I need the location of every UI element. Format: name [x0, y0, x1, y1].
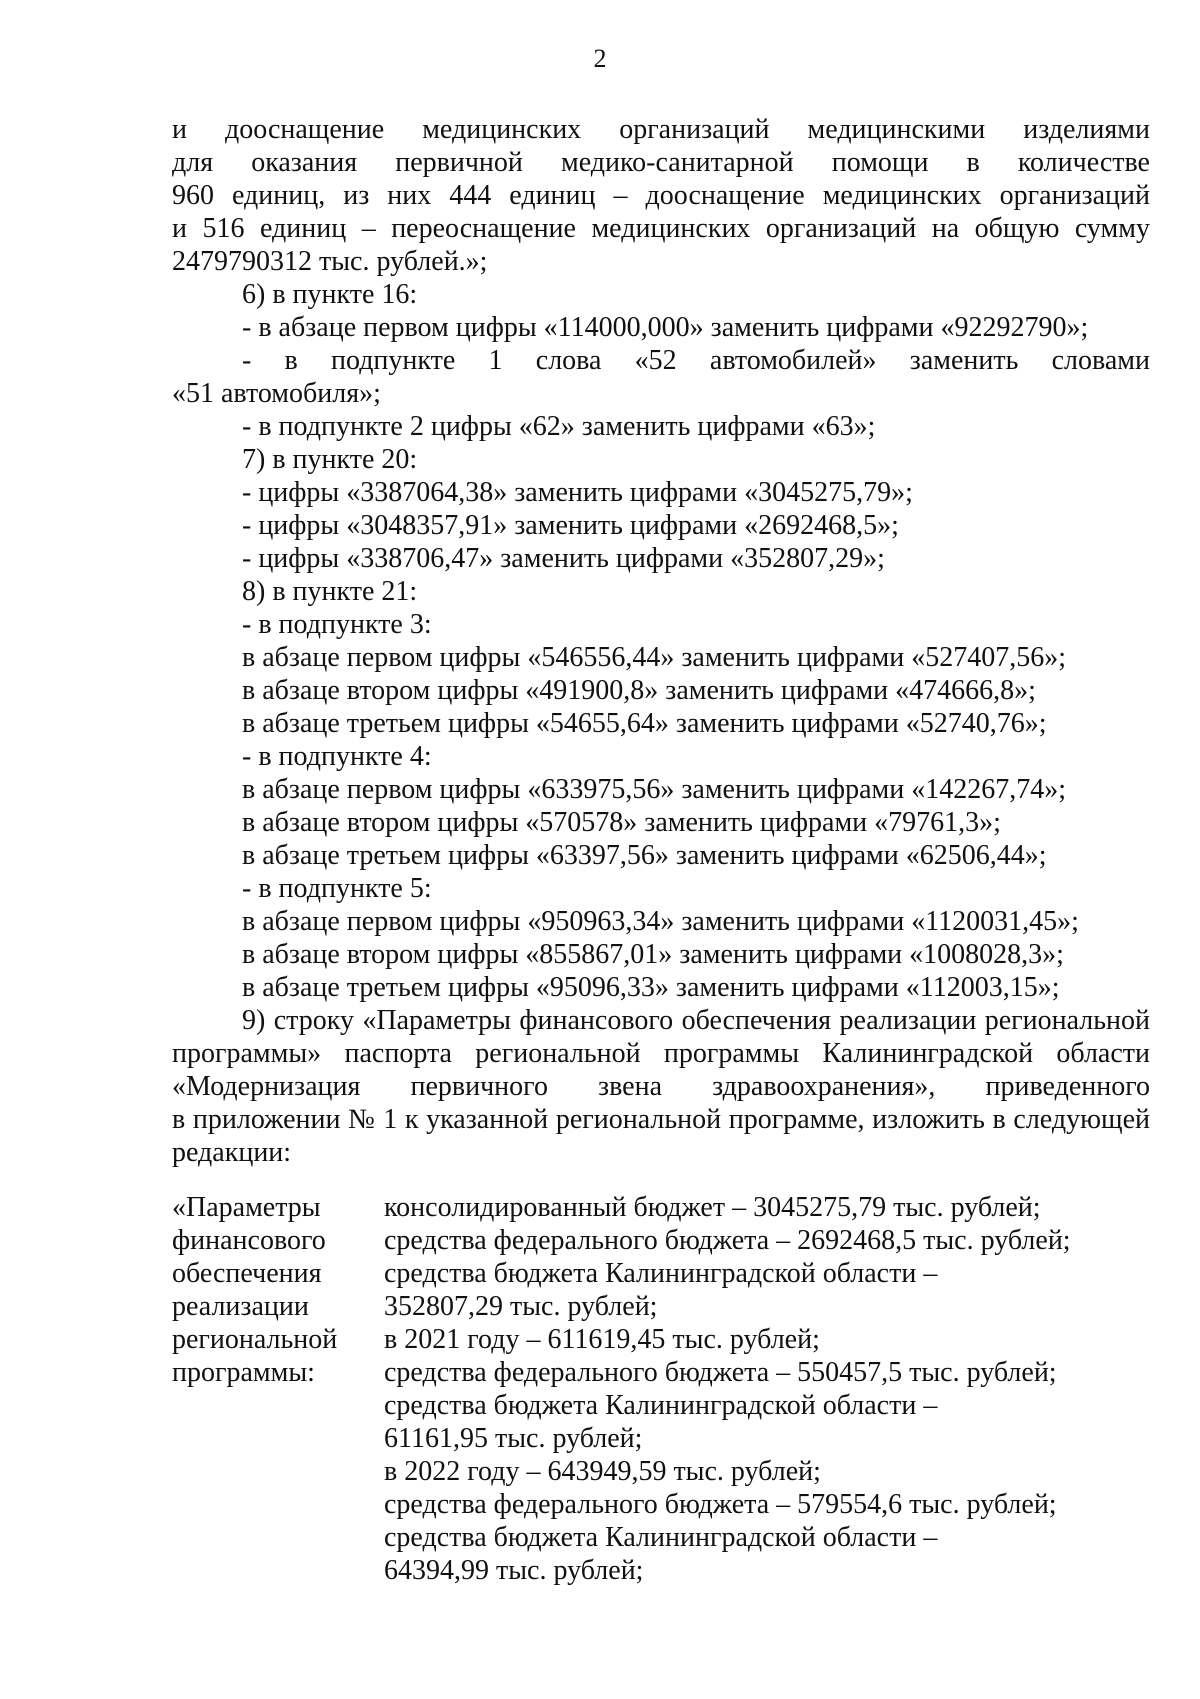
text-line: в абзаце третьем цифры «95096,33» заменить цифрами «112003,15»;	[242, 972, 1060, 1003]
text-line: в абзаце первом цифры «950963,34» заменить цифрами «1120031,45»;	[242, 906, 1079, 937]
value-line: средства федерального бюджета – 2692468,5 тыс. рублей;	[384, 1225, 1071, 1256]
text-line: в приложении № 1 к указанной региональной программе, изложить в следующей	[172, 1104, 1150, 1135]
text-line: и 516 единиц – переоснащение медицинских организаций на общую сумму	[172, 213, 1150, 244]
label-line: финансового	[172, 1225, 326, 1256]
value-line: средства бюджета Калининградской области –	[384, 1390, 938, 1421]
text-line: 9) строку «Параметры финансового обеспечения реализации региональной	[242, 1005, 1150, 1036]
value-line: в 2022 году – 643949,59 тыс. рублей;	[384, 1456, 821, 1487]
amendments-text	[172, 113, 1150, 1169]
text-line: - цифры «338706,47» заменить цифрами «352807,29»;	[242, 543, 885, 574]
label-line: региональной	[172, 1324, 338, 1355]
text-line: в абзаце первом цифры «633975,56» заменить цифрами «142267,74»;	[242, 774, 1066, 805]
page-number: 2	[593, 44, 607, 73]
text-line: и дооснащение медицинских организаций медицинскими изделиями	[172, 114, 1150, 145]
text-line: - в подпункте 4:	[242, 741, 432, 772]
text-line: редакции:	[172, 1137, 292, 1168]
text-line: - в подпункте 1 слова «52 автомобилей» заменить словами	[242, 345, 1150, 376]
text-line: - в подпункте 2 цифры «62» заменить цифрами «63»;	[242, 411, 876, 442]
parameters-label	[172, 1191, 382, 1389]
parameters-values	[384, 1191, 1150, 1587]
text-line: в абзаце втором цифры «570578» заменить цифрами «79761,3»;	[242, 807, 1001, 838]
value-line: в 2021 году – 611619,45 тыс. рублей;	[384, 1324, 820, 1355]
text-line: - в абзаце первом цифры «114000,000» заменить цифрами «92292790»;	[242, 312, 1089, 343]
text-line: программы» паспорта региональной программы Калининградской области	[172, 1038, 1150, 1069]
text-line: - в подпункте 5:	[242, 873, 432, 904]
text-line: 960 единиц, из них 444 единиц – дооснащение медицинских организаций	[172, 180, 1150, 211]
text-line: в абзаце втором цифры «491900,8» заменить цифрами «474666,8»;	[242, 675, 1036, 706]
text-line: 8) в пункте 21:	[242, 576, 418, 607]
text-line: в абзаце первом цифры «546556,44» заменить цифрами «527407,56»;	[242, 642, 1066, 673]
text-line: в абзаце втором цифры «855867,01» заменить цифрами «1008028,3»;	[242, 939, 1064, 970]
text-line: в абзаце третьем цифры «63397,56» заменить цифрами «62506,44»;	[242, 840, 1047, 871]
text-line: для оказания первичной медико-санитарной помощи в количестве	[172, 147, 1150, 178]
text-line: в абзаце третьем цифры «54655,64» заменить цифрами «52740,76»;	[242, 708, 1047, 739]
text-line: 7) в пункте 20:	[242, 444, 418, 475]
label-line: обеспечения	[172, 1258, 322, 1289]
text-line: - цифры «3048357,91» заменить цифрами «2692468,5»;	[242, 510, 899, 541]
value-line: 64394,99 тыс. рублей;	[384, 1555, 644, 1586]
label-line: реализации	[172, 1291, 309, 1322]
text-line: «Модернизация первичного звена здравоохранения», приведенного	[172, 1071, 1150, 1102]
text-line: 2479790312 тыс. рублей.»;	[172, 246, 488, 277]
value-line: средства бюджета Калининградской области –	[384, 1258, 938, 1289]
text-line: - цифры «3387064,38» заменить цифрами «3045275,79»;	[242, 477, 913, 508]
label-line: «Параметры	[172, 1192, 321, 1223]
value-line: средства федерального бюджета – 550457,5 тыс. рублей;	[384, 1357, 1057, 1388]
value-line: средства федерального бюджета – 579554,6 тыс. рублей;	[384, 1489, 1057, 1520]
text-line: - в подпункте 3:	[242, 609, 432, 640]
value-line: консолидированный бюджет – 3045275,79 тыс. рублей;	[384, 1192, 1041, 1223]
text-line: 6) в пункте 16:	[242, 279, 418, 310]
value-line: 61161,95 тыс. рублей;	[384, 1423, 643, 1454]
value-line: средства бюджета Калининградской области –	[384, 1522, 938, 1553]
label-line: программы:	[172, 1357, 315, 1388]
value-line: 352807,29 тыс. рублей;	[384, 1291, 658, 1322]
text-line: «51 автомобиля»;	[172, 378, 381, 409]
